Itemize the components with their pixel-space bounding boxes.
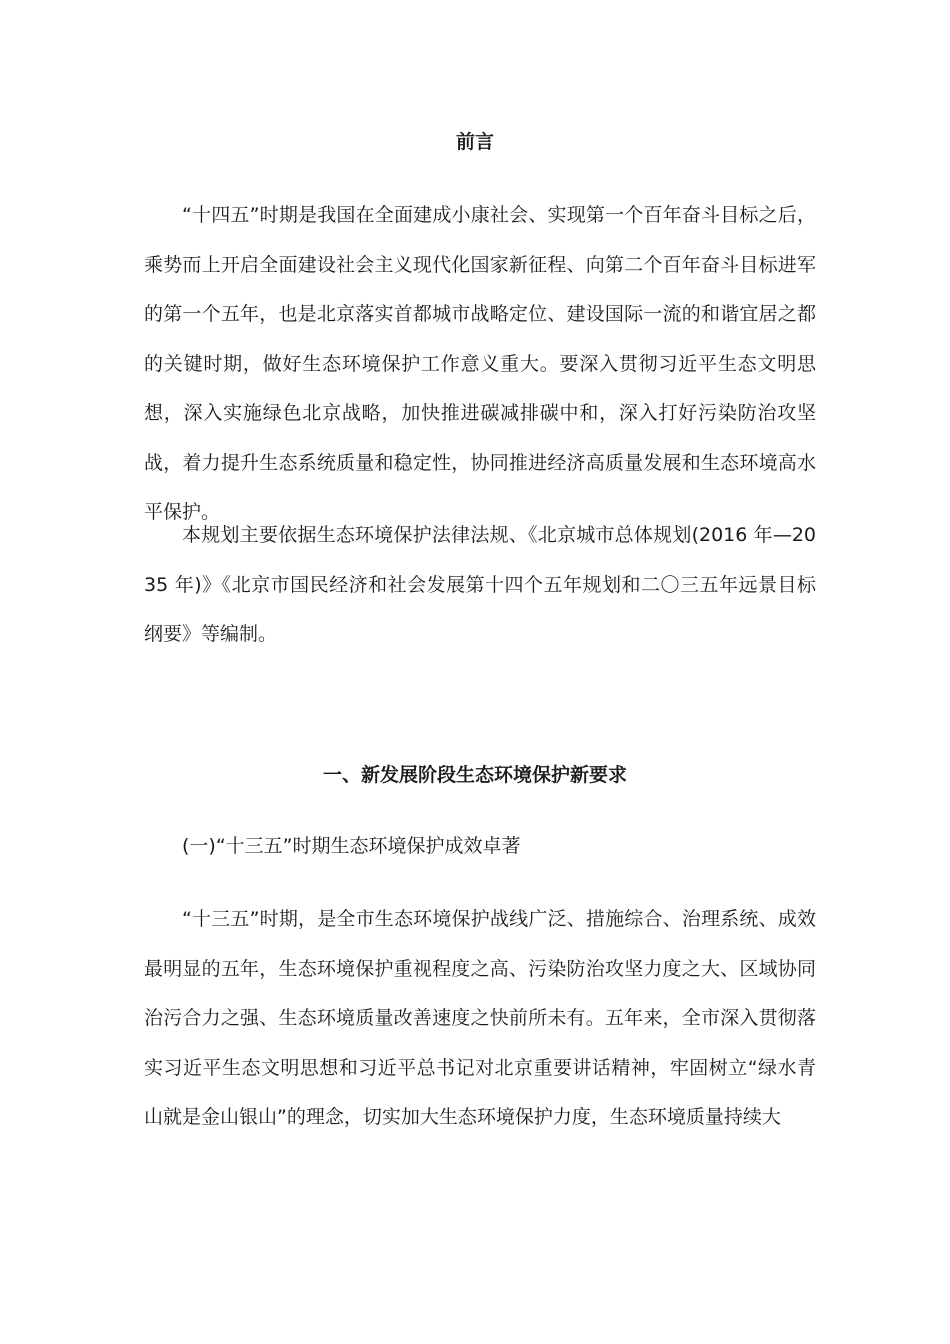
section-1-paragraph: “十三五”时期，是全市生态环境保护战线广泛、措施综合、治理系统、成效最明显的五年，生态环境保护重视程度之高、污染防治攻坚力度之大、区域协同治污合力之强、生态环境质量改善速度之快前所未有。五年来，全市深入贯彻落实习近平生态文明思想和习近平总书记对北京重要讲话精神，牢固树立“绿水青山就是金山银山”的理念，切实加大生态环境保护力度，生态环境质量持续大 (144, 908, 816, 1128)
section-1-title: 一、新发展阶段生态环境保护新要求 (322, 764, 627, 786)
preface-title: 前言 (455, 131, 494, 153)
subsection-1-title: (一)“十三五”时期生态环境保护成效卓著 (182, 835, 521, 857)
preface-paragraph-1: “十四五”时期是我国在全面建成小康社会、实现第一个百年奋斗目标之后，乘势而上开启全面建设社会主义现代化国家新征程、向第二个百年奋斗目标进军的第一个五年，也是北京落实首都城市战略定位、建设国际一流的和谐宜居之都的关键时期，做好生态环境保护工作意义重大。要深入贯彻习近平生态文明思想，深入实施绿色北京战略，加快推进碳减排碳中和，深入打好污染防治攻坚战，着力提升生态系统质量和稳定性，协同推进经济高质量发展和生态环境高水平保护。 (144, 204, 816, 523)
preface-paragraph-2: 本规划主要依据生态环境保护法律法规、《北京城市总体规划(2016 年—2035 年)》《北京市国民经济和社会发展第十四个五年规划和二〇三五年远景目标纲要》等编制。 (144, 524, 816, 645)
